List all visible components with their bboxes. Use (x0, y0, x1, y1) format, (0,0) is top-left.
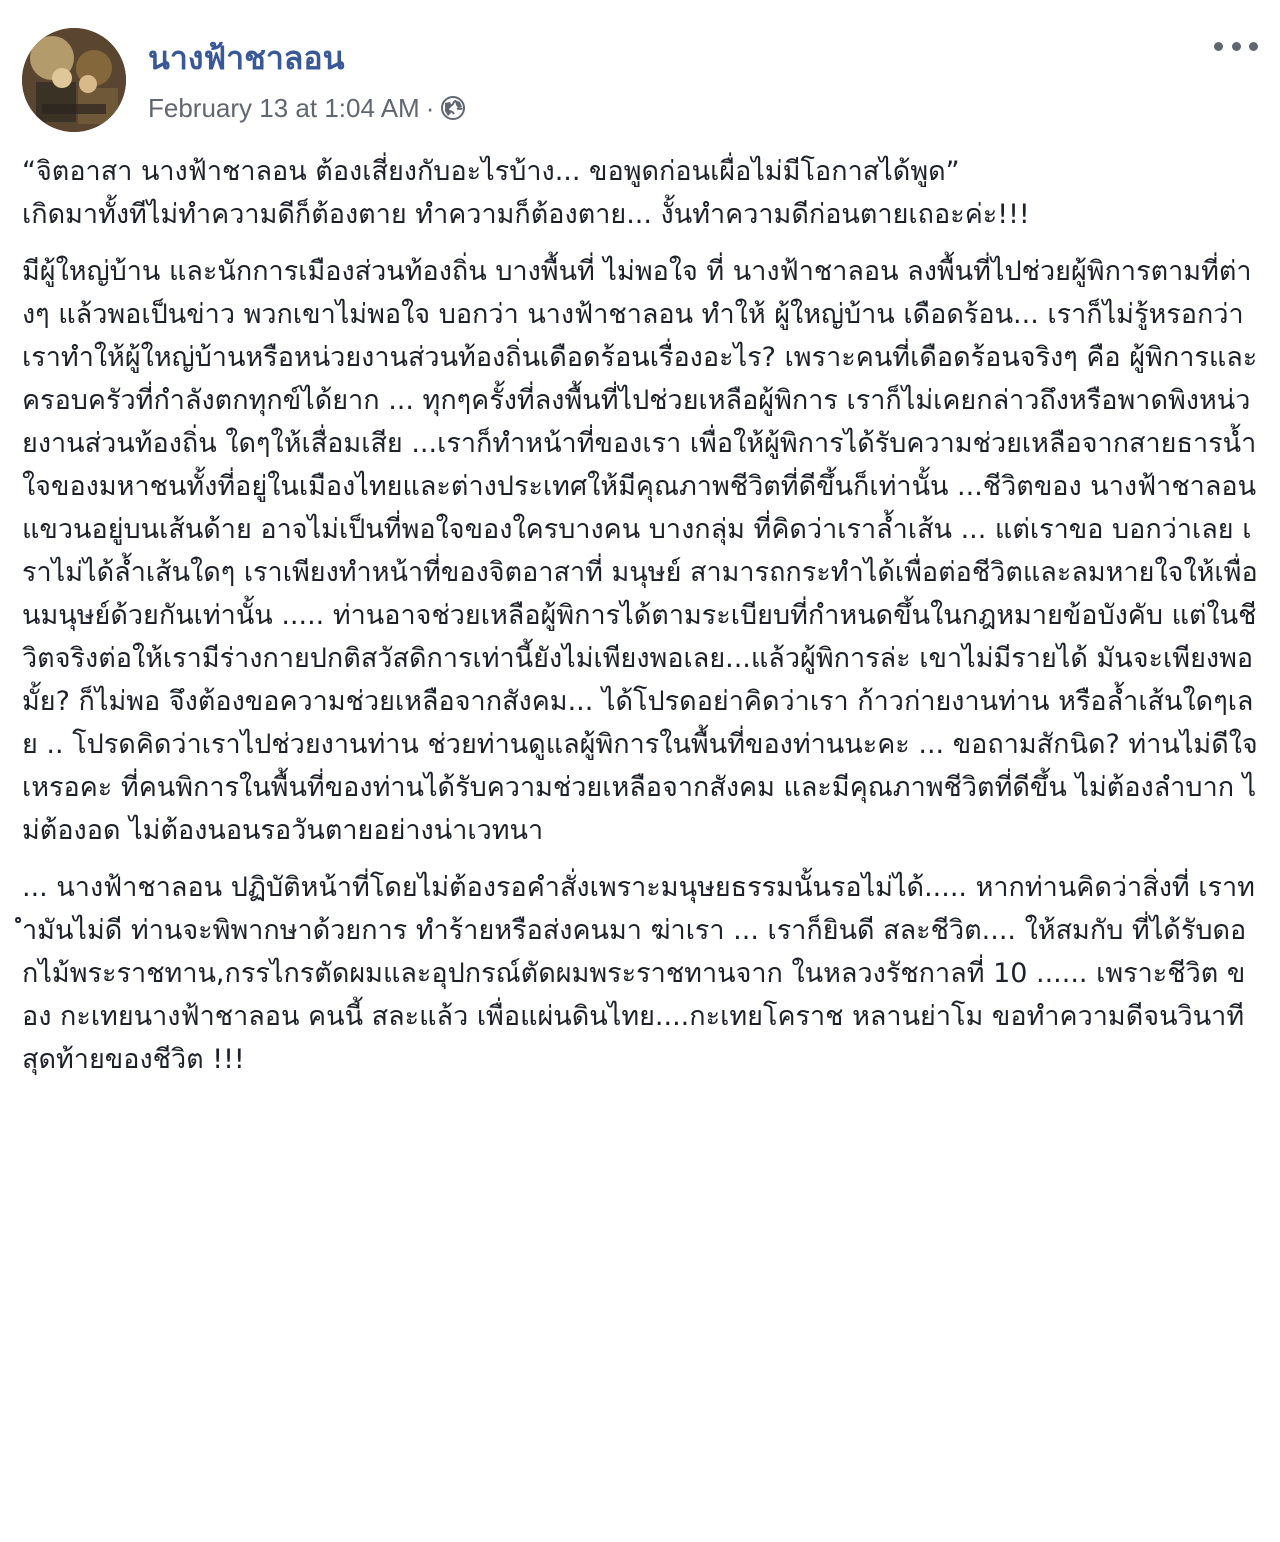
meta-separator: · (425, 92, 435, 123)
post-paragraph: มีผู้ใหญ่บ้าน และนักการเมืองส่วนท้องถิ่น บางพื้นที่ ไม่พอใจ ที่ นางฟ้าชาลอน ลงพื้นที่ไปช่วยผู้พิการตามที่ต่างๆ แล้วพอเป็นข่าว พวกเขาไม่พอใจ บอกว่า นางฟ้าชาลอน ทำให้ ผู้ใหญ่บ้าน เดือดร้อน... เราก็ไม่รู้หรอกว่า เราทำให้ผู้ใหญ่บ้านหรือหน่วยงานส่วนท้องถิ่นเดือดร้อนเรื่องอะไร? เพราะคนที่เดือดร้อนจริงๆ คือ ผู้พิการและครอบครัวที่กำลังตกทุกข์ได้ยาก ... ทุกๆครั้งที่ลงพื้นที่ไปช่วยเหลือผู้พิการ เราก็ไม่เคยกล่าวถึงหรือพาดพิงหน่วยงานส่วนท้องถิ่น ใดๆให้เสื่อมเสีย ...เราก็ทำหน้าที่ของเรา เพื่อให้ผู้พิการได้รับความช่วยเหลือจากสายธารน้ำใจของมหาชนทั้งที่อยู่ในเมืองไทยและต่างประเทศให้มีคุณภาพชีวิตที่ดีขึ้นก็เท่านั้น ...ชีวิตของ นางฟ้าชาลอน แขวนอยู่บนเส้นด้าย อาจไม่เป็นที่พอใจของใครบางคน บางกลุ่ม ที่คิดว่าเราล้ำเส้น ... แต่เราขอ บอกว่าเลย เราไม่ได้ล้ำเส้นใดๆ เราเพียงทำหน้าที่ของจิตอาสาที่ มนุษย์ สามารถกระทำได้เพื่อต่อชีวิตและลมหายใจให้เพื่อนมนุษย์ด้วยกันเท่านั้น ..... ท่านอาจช่วยเหลือผู้พิการได้ตามระเบียบที่กำหนดขึ้นในกฎหมายข้อบังคับ แต่ในชีวิตจริงต่อให้เรามีร่างกายปกติสวัสดิการเท่านี้ยังไม่เพียงพอเลย...แล้วผู้พิการล่ะ เขาไม่มีรายได้ มันจะเพียงพอมั้ย? ก็ไม่พอ จึงต้องขอความช่วยเหลือจากสังคม... ได้โปรดอย่าคิดว่าเรา ก้าวก่ายงานท่าน หรือล้ำเส้นใดๆเลย .. โปรดคิดว่าเราไปช่วยงานท่าน ช่วยท่านดูแลผู้พิการในพื้นที่ของท่านนะคะ ... ขอถามสักนิด? ท่านไม่ดีใจเหรอคะ ที่คนพิการในพื้นที่ของท่านได้รับความช่วยเหลือจากสังคม และมีคุณภาพชีวิตที่ดีขึ้น ไม่ต้องลำบาก ไม่ต้องอด ไม่ต้องนอนรอวันตายอย่างน่าเวทนา (22, 256, 1258, 846)
post-paragraph: เกิดมาทั้งทีไม่ทำความดีก็ต้องตาย ทำความก็ต้องตาย... งั้นทำความดีก่อนตายเถอะค่ะ!!! (22, 199, 1030, 230)
dot (1214, 42, 1223, 51)
dot (1232, 42, 1241, 51)
post-body (22, 150, 1260, 1095)
post-header (22, 26, 1262, 134)
globe-icon[interactable] (440, 95, 466, 121)
author-name-link[interactable]: นางฟ้าชาลอน (148, 40, 345, 76)
avatar[interactable] (22, 28, 126, 132)
post-paragraph: ... นางฟ้าชาลอน ปฏิบัติหน้าที่โดยไม่ต้องรอคำสั่งเพราะมนุษยธรรมนั้นรอไม่ได้..... หากท่านคิดว่าสิ่งที่ เราทำมันไม่ดี ท่านจะพิพากษาด้วยการ ทำร้ายหรือส่งคนมา ฆ่าเรา ... เราก็ยินดี สละชีวิต.... ให้สมกับ ที่ได้รับดอกไม้พระราชทาน,กรรไกรตัดผมและอุปกรณ์ตัดผมพระราชทานจาก ในหลวงรัชกาลที่ 10 ...... เพราะชีวิต ของ กะเทยนางฟ้าชาลอน คนนี้ สละแล้ว เพื่อแผ่นดินไทย....กะเทยโคราช หลานย่าโม ขอทำความดีจนวินาทีสุดท้ายของชีวิต !!! (22, 872, 1255, 1075)
post-paragraph-quote: “จิตอาสา นางฟ้าชาลอน ต้องเสี่ยงกับอะไรบ้าง... ขอพูดก่อนเผื่อไม่มีโอกาสได้พูด” (22, 156, 960, 187)
dot (1249, 42, 1258, 51)
post-meta (148, 90, 466, 126)
avatar-photo-icon (22, 28, 126, 132)
post-timestamp-link[interactable]: February 13 at 1:04 AM (148, 92, 420, 123)
more-options-icon[interactable] (1214, 34, 1258, 58)
